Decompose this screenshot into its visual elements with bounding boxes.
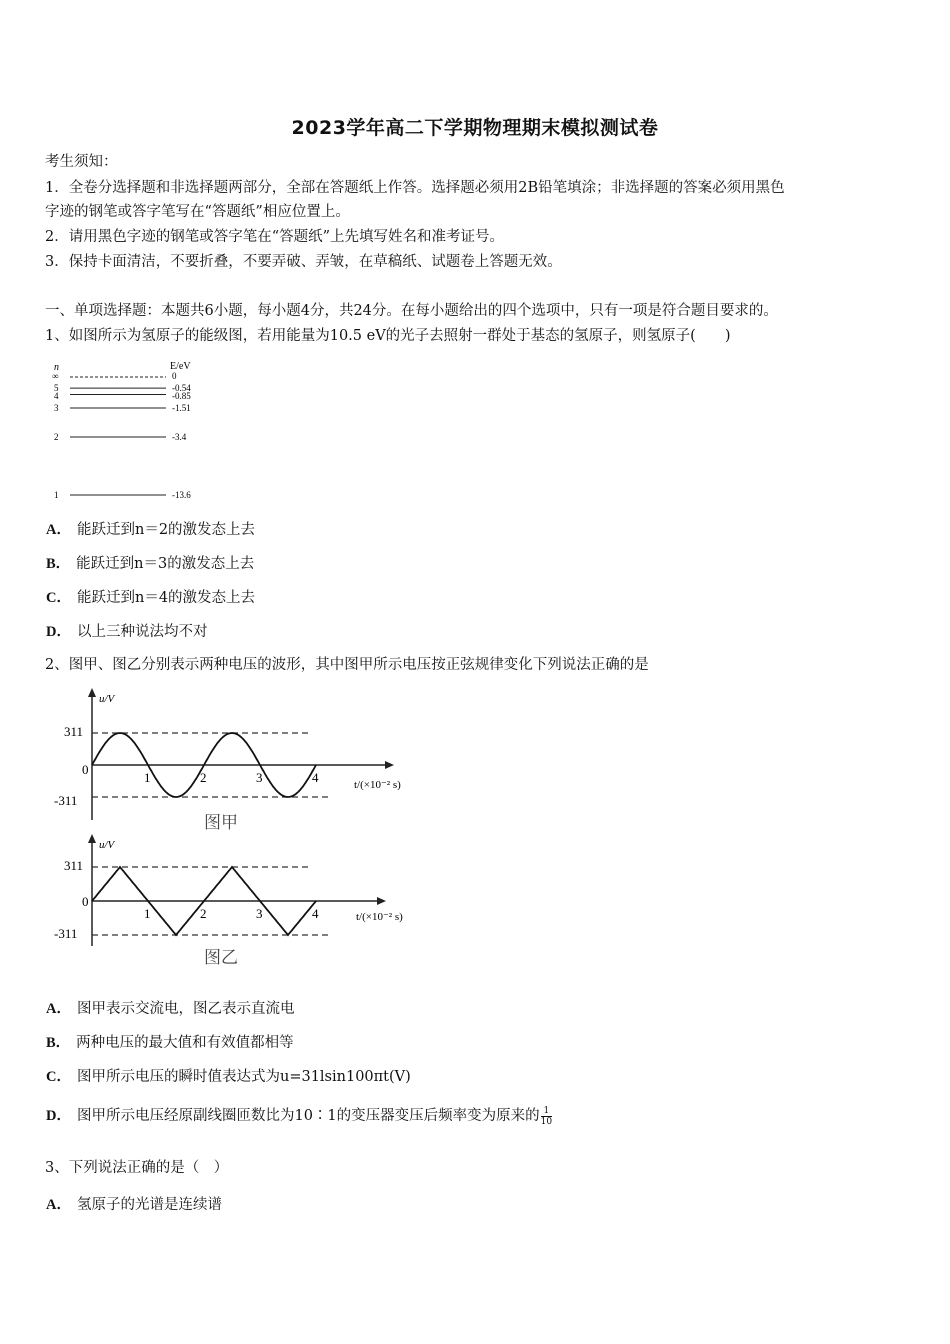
notice-heading: 考生须知： bbox=[45, 154, 118, 170]
question-3-stem: 3、下列说法正确的是（ ） bbox=[45, 1160, 229, 1176]
graph-jia-origin: 0 bbox=[82, 762, 89, 777]
graph-jia-xlabel: t/(×10⁻² s) bbox=[354, 779, 401, 791]
voltage-graph-yi bbox=[50, 834, 440, 970]
level-energy-n4: -0.85 bbox=[172, 391, 191, 402]
question-1-stem: 1、如图所示为氢原子的能级图，若用能量为10.5 eV的光子去照射一群处于基态的氢原子，则氢原子( ) bbox=[45, 328, 731, 344]
x-tick-4: 4 bbox=[312, 906, 319, 921]
notice-item-1-cont: 字迹的钢笔或答字笔写在“答题纸”相应位置上。 bbox=[45, 204, 350, 220]
q2-option-d: D． 图甲所示电压经原副线圈匝数比为10∶1的变压器变压后频率变为原来的 $\frac{1}{10}$ bbox=[46, 1105, 553, 1127]
q1-option-c: C． 能跃迁到n＝4的激发态上去 bbox=[46, 590, 256, 606]
graph-yi-caption: 图乙 bbox=[204, 948, 238, 967]
notice-item-3: 3．保持卡面清洁，不要折叠，不要弄破、弄皱，在草稿纸、试题卷上答题无效。 bbox=[45, 254, 562, 270]
q1-option-b: B． 能跃迁到n＝3的激发态上去 bbox=[46, 556, 255, 572]
q1-option-d: D． 以上三种说法均不对 bbox=[46, 624, 208, 640]
notice-item-2: 2．请用黑色字迹的钢笔或答字笔在“答题纸”上先填写姓名和准考证号。 bbox=[45, 229, 505, 245]
level-label-n1: 1 bbox=[54, 490, 59, 500]
graph-jia-ymin: -311 bbox=[54, 793, 78, 808]
graph-yi-ymax: 311 bbox=[64, 858, 84, 873]
energy-level-diagram bbox=[48, 358, 218, 506]
energy-axis-label: E/eV bbox=[170, 361, 191, 372]
level-label-n4: 4 bbox=[54, 391, 59, 402]
x-tick-3: 3 bbox=[256, 770, 263, 785]
energy-levels bbox=[54, 383, 191, 500]
x-tick-2: 2 bbox=[200, 770, 207, 785]
level-label-n3: 3 bbox=[54, 403, 59, 413]
voltage-graph-jia bbox=[50, 688, 430, 836]
level-energy-inf: 0 bbox=[172, 371, 177, 381]
q2-option-a: A． 图甲表示交流电，图乙表示直流电 bbox=[46, 1001, 295, 1017]
notice-item-1: 1．全卷分选择题和非选择题两部分，全部在答题纸上作答。选择题必须用2B铅笔填涂；非选择题的答案必须用黑色 bbox=[45, 180, 785, 196]
x-tick-1: 1 bbox=[144, 906, 151, 921]
fraction-one-tenth: $\frac{1}{10}$ bbox=[540, 1105, 553, 1127]
page-title: 2023学年高二下学期物理期末模拟测试卷 bbox=[291, 117, 659, 139]
level-energy-n1: -13.6 bbox=[172, 490, 191, 500]
q3-option-a: A． 氢原子的光谱是连续谱 bbox=[46, 1197, 222, 1213]
level-label-n2: 2 bbox=[54, 432, 59, 442]
level-label-inf: ∞ bbox=[52, 371, 59, 381]
x-tick-2: 2 bbox=[200, 906, 207, 921]
level-energy-n5: -0.54 bbox=[172, 383, 191, 394]
question-2-stem: 2、图甲、图乙分别表示两种电压的波形，其中图甲所示电压按正弦规律变化下列说法正确的是 bbox=[45, 657, 649, 673]
q2-option-b: B． 两种电压的最大值和有效值都相等 bbox=[46, 1035, 294, 1051]
q1-option-a: A． 能跃迁到n＝2的激发态上去 bbox=[46, 522, 256, 538]
graph-yi-ymin: -311 bbox=[54, 926, 78, 941]
graph-jia-ylabel: u/V bbox=[99, 693, 115, 705]
graph-yi-ylabel: u/V bbox=[99, 839, 115, 851]
level-label-n5: 5 bbox=[54, 383, 59, 394]
n-axis-label: n bbox=[54, 362, 59, 373]
graph-jia-caption: 图甲 bbox=[204, 813, 238, 832]
x-tick-1: 1 bbox=[144, 770, 151, 785]
level-energy-n3: -1.51 bbox=[172, 403, 191, 413]
section-heading: 一、单项选择题：本题共6小题，每小题4分，共24分。在每小题给出的四个选项中，只有一项是符合题目要求的。 bbox=[45, 303, 778, 319]
level-energy-n2: -3.4 bbox=[172, 432, 187, 442]
graph-yi-origin: 0 bbox=[82, 894, 89, 909]
q2-option-c: C． 图甲所示电压的瞬时值表达式为u=31lsin100πt(V) bbox=[46, 1069, 411, 1085]
graph-jia-ymax: 311 bbox=[64, 724, 84, 739]
x-tick-3: 3 bbox=[256, 906, 263, 921]
x-tick-4: 4 bbox=[312, 770, 319, 785]
graph-yi-xlabel: t/(×10⁻² s) bbox=[356, 911, 403, 923]
